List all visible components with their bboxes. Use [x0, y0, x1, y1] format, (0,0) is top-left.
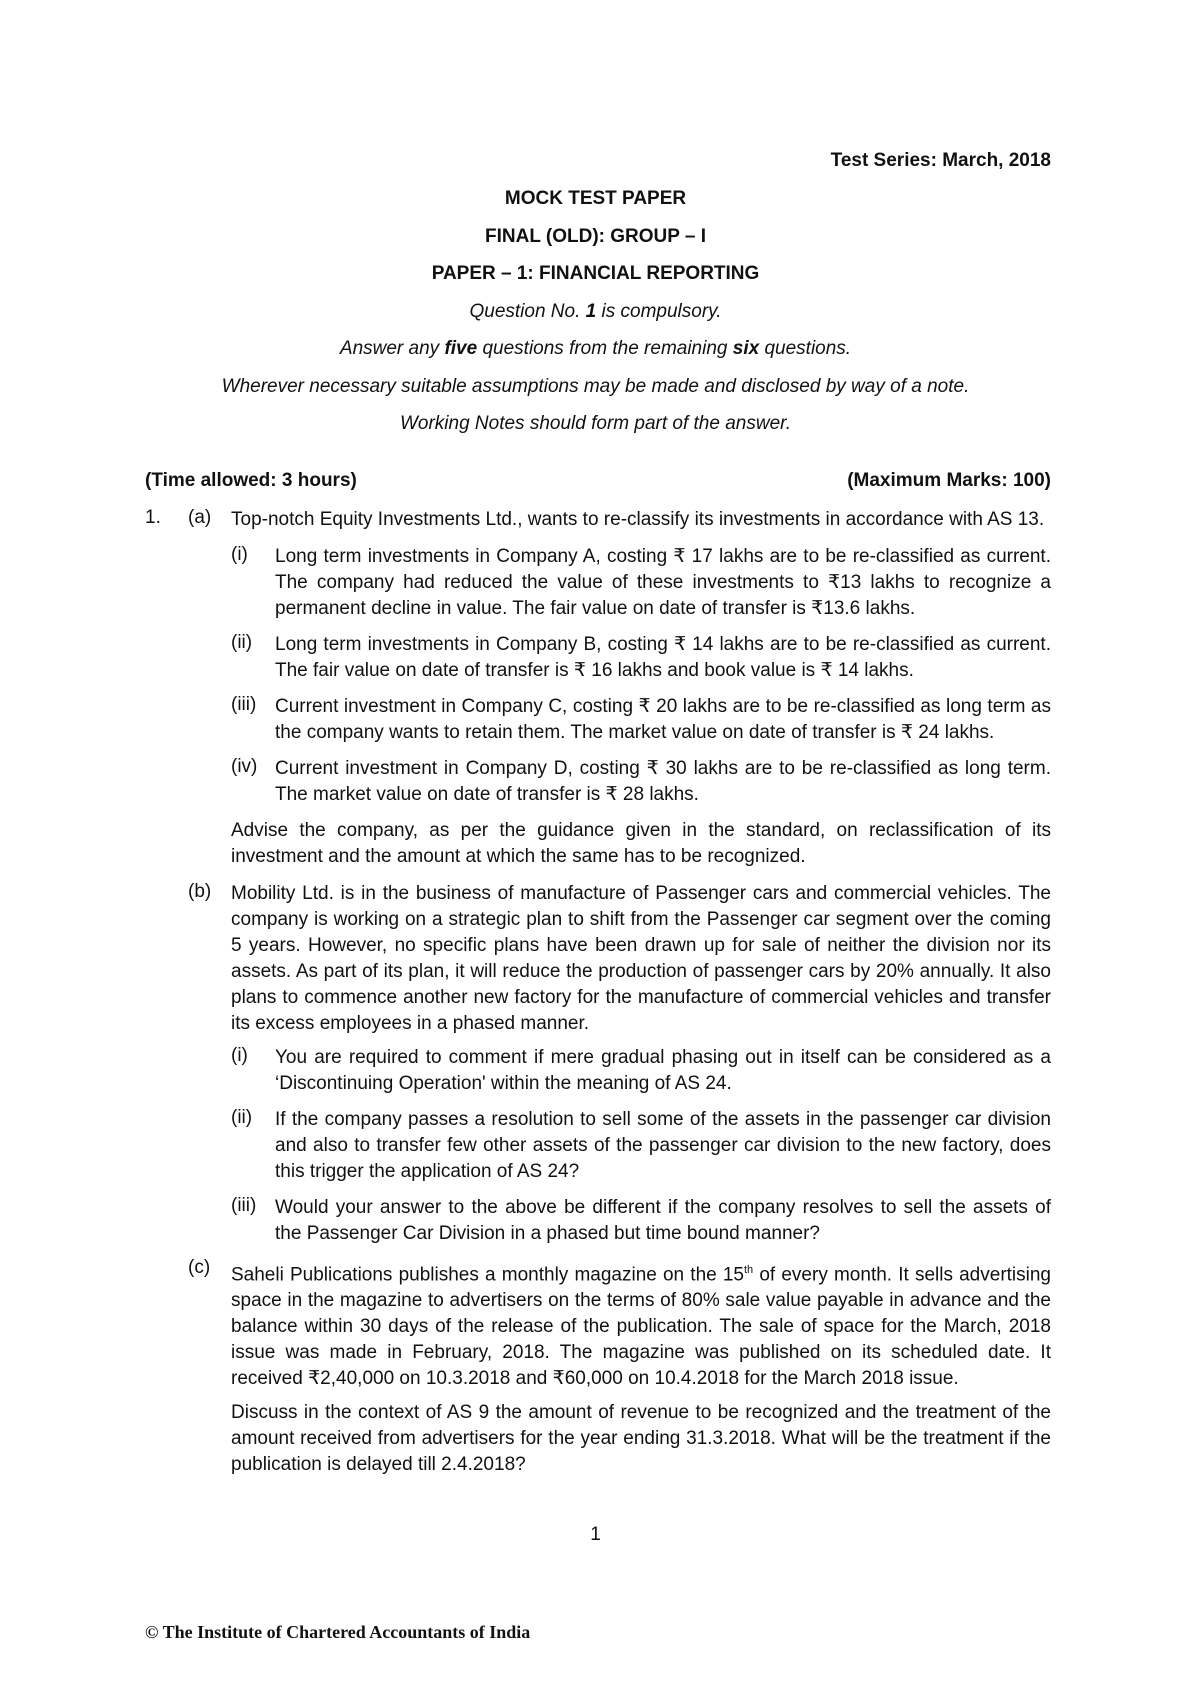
b-item-label: (ii): [231, 1107, 253, 1128]
question-number: 1.: [145, 507, 161, 528]
test-series-label: Test Series: March, 2018: [830, 150, 1051, 171]
part-a-text: Top-notch Equity Investments Ltd., wants to re-classify its investments in accordance with AS 13.: [231, 509, 1045, 530]
part-c-label: (c): [188, 1257, 211, 1278]
part-c-text: Saheli Publications publishes a monthly magazine on the 15th of every month. It sells advertising space in the magazine to advertisers on the terms of 80% sale value payable in advance and the balance within 30 days of the release of the publication. The sale of space for the March, 2018 issue was made in February, 2018. The magazine was published on its scheduled date. It received ₹2,40,000 on 10.3.2018 and ₹60,000 on 10.4.2018 for the March 2018 issue.: [231, 1264, 1051, 1390]
b-item-label: (i): [231, 1045, 248, 1066]
part-a-label: (a): [188, 507, 212, 528]
instruction-working-notes: Working Notes should form part of the answer.: [399, 413, 792, 434]
b-item-label: (iii): [231, 1195, 257, 1216]
a-item-label: (ii): [231, 632, 253, 653]
b-item-text: If the company passes a resolution to sell some of the assets in the passenger car division and also to transfer few other assets of the passenger car division to the new factory, does this trigger the application of AS 24?: [275, 1109, 1051, 1182]
paper-title-group: FINAL (OLD): GROUP – I: [485, 226, 706, 247]
a-item-text: Current investment in Company D, costing ₹ 30 lakhs are to be re-classified as long term. The market value on date of transfer is ₹ 28 lakhs.: [275, 758, 1051, 805]
part-c-discuss: Discuss in the context of AS 9 the amount of revenue to be recognized and the treatment of the amount received from advertisers for the year ending 31.3.2018. What will be the treatment if the publication is delayed till 2.4.2018?: [231, 1402, 1051, 1475]
a-item-text: Long term investments in Company A, costing ₹ 17 lakhs are to be re-classified as current. The company had reduced the value of these investments to ₹13 lakhs to recognize a permanent decline in value. The fair value on date of transfer is ₹13.6 lakhs.: [275, 546, 1051, 619]
part-b-label: (b): [188, 881, 212, 902]
paper-title-mock: MOCK TEST PAPER: [504, 188, 687, 209]
a-item-text: Long term investments in Company B, costing ₹ 14 lakhs are to be re-classified as current. The fair value on date of transfer is ₹ 16 lakhs and book value is ₹ 14 lakhs.: [275, 634, 1051, 681]
instruction-assumptions: Wherever necessary suitable assumptions may be made and disclosed by way of a note.: [221, 376, 970, 397]
page-number: 1: [590, 1524, 601, 1545]
instruction-compulsory: Question No. 1 is compulsory.: [469, 301, 722, 322]
a-item-label: (i): [231, 544, 248, 565]
time-allowed: (Time allowed: 3 hours): [145, 470, 357, 491]
a-item-label: (iv): [231, 756, 258, 777]
part-a-advise: Advise the company, as per the guidance given in the standard, on reclassification of its investment and the amount at which the same has to be recognized.: [231, 820, 1051, 867]
part-b-text: Mobility Ltd. is in the business of manufacture of Passenger cars and commercial vehicles. The company is working on a strategic plan to shift from the Passenger car segment over the coming 5 years. However, no specific plans have been drawn up for sale of neither the division nor its assets. As part of its plan, it will reduce the production of passenger cars by 20% annually. It also plans to commence another new factory for the manufacture of commercial vehicles and transfer its excess employees in a phased manner.: [231, 883, 1051, 1034]
b-item-text: Would your answer to the above be different if the company resolves to sell the assets of the Passenger Car Division in a phased but time bound manner?: [275, 1197, 1051, 1244]
maximum-marks: (Maximum Marks: 100): [847, 470, 1051, 491]
footer-copyright: © The Institute of Chartered Accountants of India: [145, 1622, 531, 1642]
a-item-text: Current investment in Company C, costing ₹ 20 lakhs are to be re-classified as long term as the company wants to retain them. The market value on date of transfer is ₹ 24 lakhs.: [275, 696, 1051, 743]
a-item-label: (iii): [231, 694, 257, 715]
paper-title-subject: PAPER – 1: FINANCIAL REPORTING: [431, 263, 760, 284]
exam-meta: [145, 470, 1051, 492]
instruction-answer-five: Answer any five questions from the remaining six questions.: [339, 338, 852, 359]
b-item-text: You are required to comment if mere gradual phasing out in itself can be considered as a ‘Discontinuing Operation' within the meaning of AS 24.: [275, 1047, 1051, 1094]
